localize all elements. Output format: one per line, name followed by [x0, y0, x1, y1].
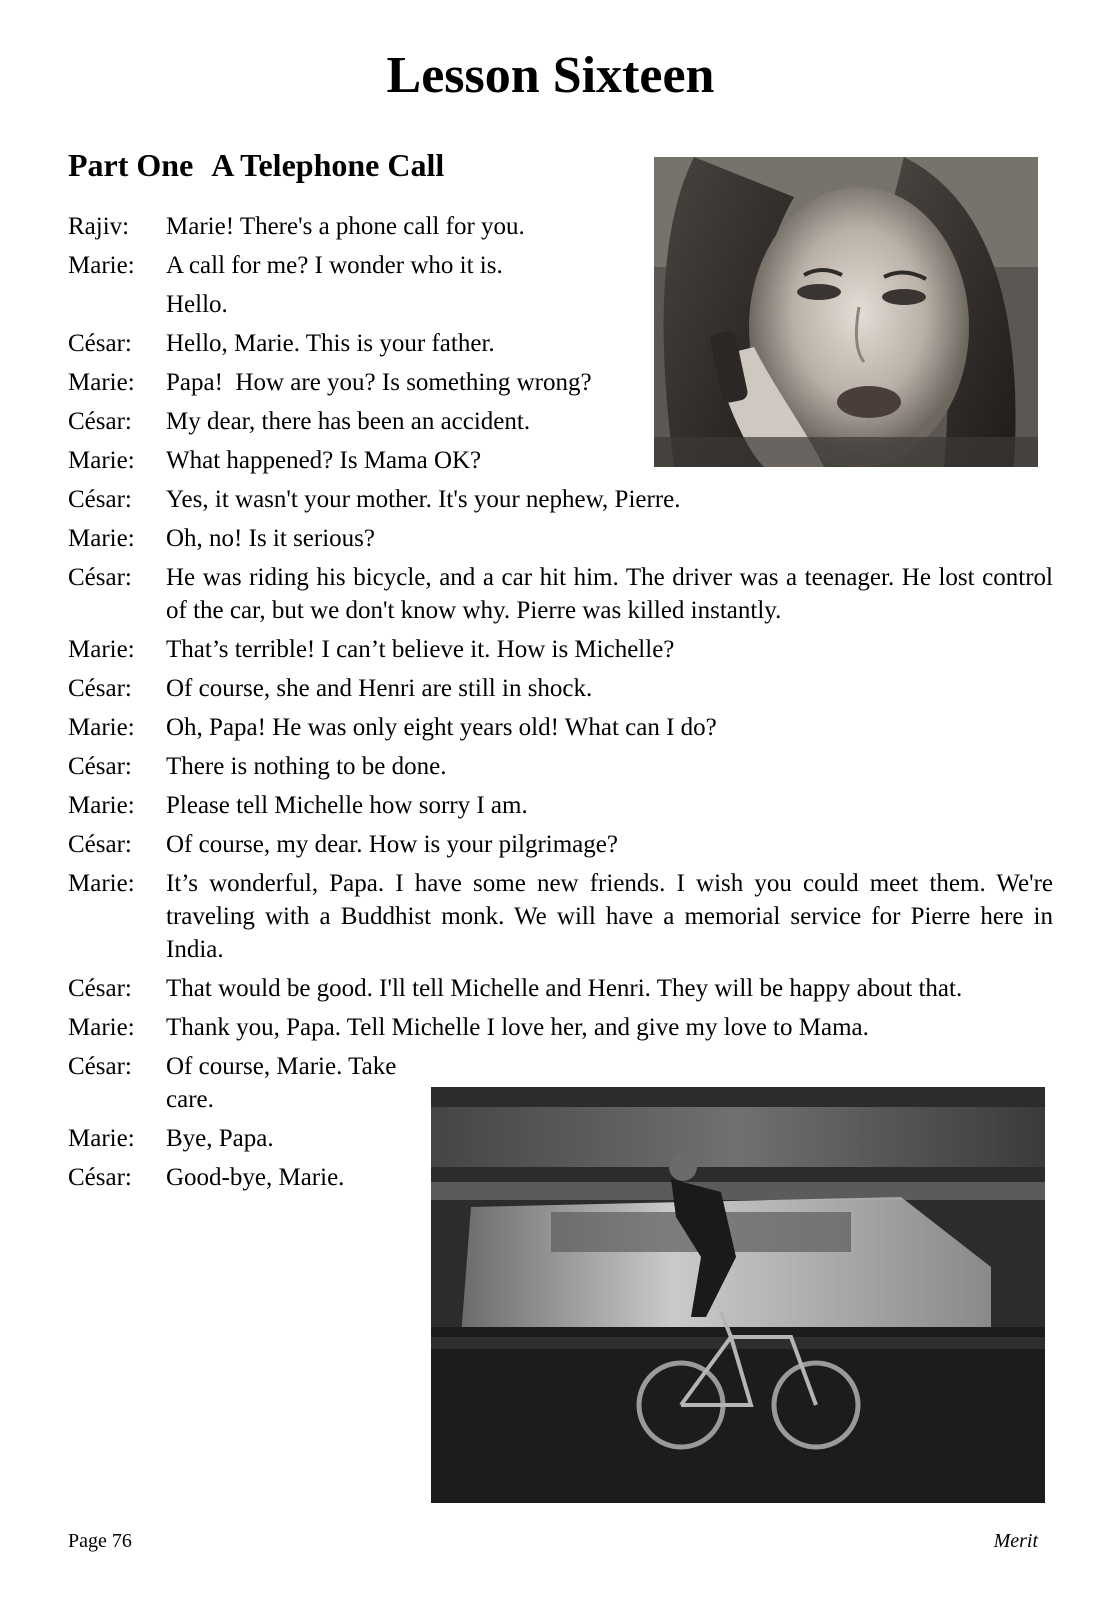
- utterance: Thank you, Papa. Tell Michelle I love her, and give my love to Mama.: [166, 1014, 869, 1041]
- speaker: Marie:: [68, 525, 135, 552]
- dialogue-line: [68, 1122, 1053, 1155]
- dialogue-line: [68, 972, 1053, 1005]
- utterance: That’s terrible! I can’t believe it. How is Michelle?: [166, 636, 675, 663]
- speaker: Marie:: [68, 1125, 135, 1152]
- speaker: Marie:: [68, 369, 135, 396]
- utterance: That would be good. I'll tell Michelle and Henri. They will be happy about that.: [166, 975, 963, 1002]
- utterance: Of course, she and Henri are still in shock.: [166, 675, 593, 702]
- utterance: Hello.: [166, 291, 228, 318]
- dialogue-line: [68, 711, 1053, 744]
- speaker: Marie:: [68, 870, 135, 897]
- dialogue-line: [68, 405, 1053, 438]
- dialogue-line: [68, 750, 1053, 783]
- dialogue-line: [68, 867, 1053, 966]
- speaker: Marie:: [68, 792, 135, 819]
- utterance: Papa! How are you? Is something wrong?: [166, 369, 592, 396]
- dialogue-line: [68, 561, 1053, 627]
- utterance: What happened? Is Mama OK?: [166, 447, 482, 474]
- dialogue-line: [68, 672, 1053, 705]
- speaker: Marie:: [68, 636, 135, 663]
- speaker: Marie:: [68, 714, 135, 741]
- dialogue-line: [68, 366, 1053, 399]
- dialogue-line: [68, 633, 1053, 666]
- speaker: César:: [68, 330, 132, 357]
- speaker: César:: [68, 753, 132, 780]
- speaker: Marie:: [68, 252, 135, 279]
- dialogue-line: [68, 483, 1053, 516]
- speaker: César:: [68, 975, 132, 1002]
- utterance: It’s wonderful, Papa. I have some new friends. I wish you could meet them. We're traveling with a Buddhist monk. We will have a memorial service for Pierre here in India.: [166, 870, 1053, 963]
- utterance: He was riding his bicycle, and a car hit him. The driver was a teenager. He lost control of the car, but we don't know why. Pierre was killed instantly.: [166, 564, 1053, 624]
- publisher-name: Merit: [993, 1530, 1038, 1552]
- dialogue-line: [68, 288, 1053, 321]
- utterance: Marie! There's a phone call for you.: [166, 213, 525, 240]
- dialogue-line: [68, 828, 1053, 861]
- dialogue-line: [68, 1050, 1053, 1116]
- speaker: César:: [68, 408, 132, 435]
- section-title: [68, 144, 444, 186]
- utterance: My dear, there has been an accident.: [166, 408, 531, 435]
- utterance: A call for me? I wonder who it is.: [166, 252, 503, 279]
- dialogue-line: [68, 522, 1053, 555]
- speaker: César:: [68, 1164, 132, 1191]
- speaker: Marie:: [68, 447, 135, 474]
- speaker: César:: [68, 831, 132, 858]
- speaker: César:: [68, 1053, 132, 1080]
- speaker: Marie:: [68, 1014, 135, 1041]
- dialogue-line: [68, 1161, 1053, 1194]
- speaker: César:: [68, 564, 132, 591]
- dialogue-line: [68, 1011, 1053, 1044]
- section-name: A Telephone Call: [211, 147, 445, 183]
- section-part: Part One: [68, 147, 194, 183]
- dialogue-line: [68, 327, 1053, 360]
- utterance: Yes, it wasn't your mother. It's your nephew, Pierre.: [166, 486, 681, 513]
- speaker: Rajiv:: [68, 213, 130, 240]
- page-number: Page 76: [68, 1530, 132, 1552]
- dialogue-line: [68, 210, 1053, 243]
- utterance: Good-bye, Marie.: [166, 1164, 345, 1191]
- utterance: Of course, my dear. How is your pilgrimage?: [166, 831, 618, 858]
- utterance: Oh, Papa! He was only eight years old! What can I do?: [166, 714, 717, 741]
- utterance: Of course, Marie. Take care.: [166, 1053, 397, 1113]
- utterance: There is nothing to be done.: [166, 753, 447, 780]
- speaker: César:: [68, 675, 132, 702]
- utterance: Oh, no! Is it serious?: [166, 525, 375, 552]
- utterance: Please tell Michelle how sorry I am.: [166, 792, 528, 819]
- dialogue-line: [68, 789, 1053, 822]
- utterance: Bye, Papa.: [166, 1125, 274, 1152]
- utterance: Hello, Marie. This is your father.: [166, 330, 495, 357]
- dialogue-line: [68, 249, 1053, 282]
- dialogue-line: [68, 444, 1053, 477]
- page-title: Lesson Sixteen: [386, 47, 715, 104]
- dialogue: [68, 210, 1053, 1200]
- speaker: César:: [68, 486, 132, 513]
